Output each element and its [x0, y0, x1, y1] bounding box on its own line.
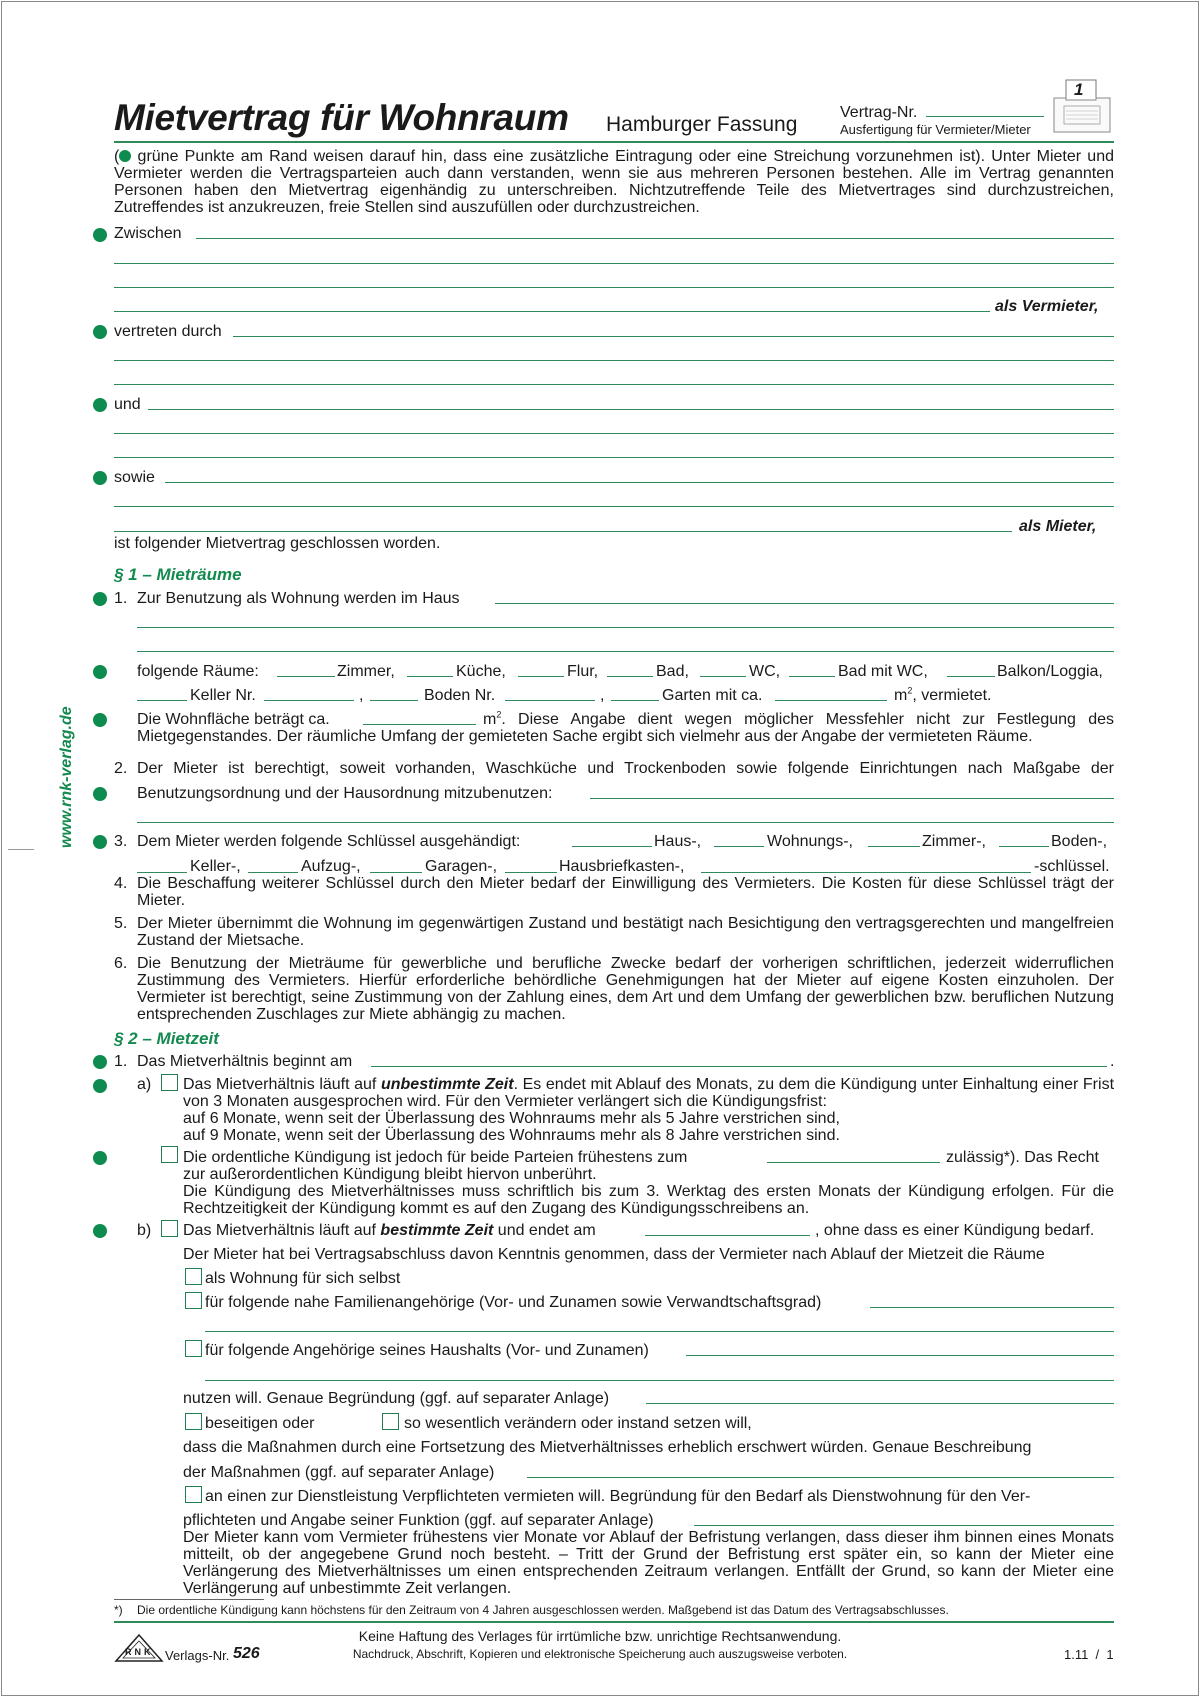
other-key-field[interactable] [701, 872, 1031, 873]
flat-key-label: Wohnungs-, [767, 833, 853, 850]
facilities-field-2[interactable] [137, 822, 1114, 823]
balcony-unit: Balkon/Loggia, [997, 663, 1103, 680]
garden-area-field[interactable] [775, 700, 887, 701]
house-field-2[interactable] [137, 627, 1114, 628]
hall-unit: Flur, [567, 663, 599, 680]
item-number: 3. [114, 833, 128, 850]
attic-count-field[interactable] [370, 700, 418, 701]
notice-form-text: Die Kündigung des Mietverhältnisses muss schriftlich bis zum 3. Werktag des ersten Monats der Kündigung erfolgen. Für die Rechtzeitigkeit der Kündigung kommt es auf den Zugang des Kündigungsschreibens an. [183, 1183, 1114, 1217]
living-area-label: Die Wohnfläche beträgt ca. [137, 711, 330, 728]
publisher-number-label: Verlags-Nr. [165, 1648, 230, 1663]
service-tenant-label: an einen zur Dienstleistung Verpflichteten vermieten will. Begründung für den Bedarf als Dienstwohnung für den Ver- [205, 1488, 1031, 1505]
header-rule [114, 141, 1114, 143]
contract-number-label: Vertrag-Nr. [840, 104, 918, 121]
marker-dot [93, 1055, 107, 1069]
remove-label: beseitigen oder [205, 1415, 315, 1432]
measures-description-field[interactable] [527, 1477, 1114, 1478]
household-names-field-1[interactable] [686, 1355, 1114, 1356]
marker-dot [93, 1224, 107, 1238]
item-number: 1. [114, 1053, 128, 1070]
unlimited-term-text: Das Mietverhältnis läuft auf unbestimmte Zeit. Es endet mit Ablauf des Monats, zu dem die Kündigung unter Einhaltung einer Frist von 3 Monaten ausgesprochen wird. Für den Vermieter verlängert sich die Kündigungsfrist: [183, 1076, 1115, 1110]
own-use-label: als Wohnung für sich selbst [205, 1270, 401, 1287]
notice-exclusion-date-field[interactable] [767, 1162, 940, 1163]
comma: , [600, 687, 605, 704]
facilities-field-1[interactable] [590, 798, 1114, 799]
household-use-label: für folgende Angehörige seines Haushalts (Vor- und Zunamen) [205, 1342, 649, 1359]
tenant-field-5[interactable] [114, 506, 1114, 507]
green-dot-icon [119, 150, 131, 162]
kitchen-count-field[interactable] [407, 676, 453, 677]
fixed-term-end-text: , ohne dass es einer Kündigung bedarf. [815, 1222, 1095, 1239]
living-area-note-2: Mietgegenstandes. Der räumliche Umfang der gemieteten Sache ergibt sich vielmehr aus der Angabe der vermieteten Räume. [137, 728, 1033, 745]
fixed-term-end-field[interactable] [645, 1235, 810, 1236]
item-number: 1. [114, 590, 128, 607]
as-tenant-label: als Mieter, [1019, 518, 1097, 535]
use-reason-field[interactable] [646, 1403, 1114, 1404]
concluded-text: ist folgender Mietvertrag geschlossen worden. [114, 535, 441, 552]
attic-key-label: Boden-, [1051, 833, 1108, 850]
item-number: 2. [114, 760, 128, 777]
marker-dot [93, 398, 107, 412]
wc-count-field[interactable] [700, 676, 746, 677]
attic-no-label: Boden Nr. [424, 687, 496, 704]
marker-dot [93, 228, 107, 242]
tenant-field-6[interactable] [114, 531, 1012, 532]
modify-label: so wesentlich verändern oder instand setzen will, [404, 1415, 752, 1432]
option-a-label: a) [137, 1076, 152, 1093]
landlord-field-2[interactable] [114, 263, 1114, 264]
page-number: 1.11 / 1 [1064, 1647, 1114, 1662]
living-area-note: $m^2$. Diese Angabe dient wegen möglicher Messfehler nicht zur Festlegung des [483, 709, 1114, 728]
wc-unit: WC, [749, 663, 781, 680]
condition-text: Der Mieter übernimmt die Wohnung im gegenwärtigen Zustand und bestätigt nach Besichtigung den vertragsgerechten und mangelfreien Zustand der Mietsache. [137, 915, 1114, 949]
keys-text: Dem Mieter werden folgende Schlüssel ausgehändigt: [137, 833, 521, 850]
notice-9-months: auf 9 Monate, wenn seit der Überlassung des Wohnraums mehr als 8 Jahre verstrichen sind. [183, 1127, 840, 1144]
family-names-field-1[interactable] [870, 1307, 1114, 1308]
fixed-term-reason-intro: Der Mieter hat bei Vertragsabschluss davon Kenntnis genommen, dass der Vermieter nach Ablauf der Mietzeit die Räume [183, 1246, 1045, 1263]
unlimited-term-checkbox[interactable] [161, 1074, 178, 1091]
key-suffix: -schlüssel. [1034, 858, 1110, 875]
modify-checkbox[interactable] [382, 1413, 399, 1430]
facilities-text-2: Benutzungsordnung und der Hausordnung mitzubenutzen: [137, 785, 553, 802]
item-number: 5. [114, 915, 128, 932]
fixed-term-checkbox[interactable] [161, 1220, 178, 1237]
form-title: Mietvertrag für Wohnraum [114, 97, 569, 138]
form-subtitle: Hamburger Fassung [606, 113, 798, 136]
section-2-heading: § 2 – Mietzeit [114, 1029, 219, 1048]
represented-by-label: vertreten durch [114, 323, 222, 340]
mailbox-key-label: Hausbriefkasten-, [559, 858, 685, 875]
rooms-unit: Zimmer, [337, 663, 395, 680]
copy-number: 1 [1074, 80, 1084, 99]
representative-field-3[interactable] [114, 384, 1114, 385]
comma: , [359, 687, 364, 704]
tenancy-start-field[interactable] [371, 1066, 1107, 1067]
service-tenant-label-2: pflichteten und Angabe seiner Funktion (ggf. auf separater Anlage) [183, 1512, 654, 1529]
notice-exclusion-text: Die ordentliche Kündigung ist jedoch für beide Parteien frühestens zum [183, 1149, 688, 1166]
between-label: Zwischen [114, 225, 182, 242]
cellar-no-field[interactable] [264, 700, 354, 701]
marker-dot [93, 835, 107, 849]
notice-exclusion-allowed: zulässig*). Das Recht [946, 1149, 1099, 1166]
mailbox-key-field[interactable] [505, 872, 557, 873]
house-text: Zur Benutzung als Wohnung werden im Haus [137, 590, 460, 607]
house-key-label: Haus-, [654, 833, 702, 850]
family-use-checkbox[interactable] [185, 1292, 202, 1309]
representative-field-1[interactable] [233, 336, 1114, 337]
contract-number-field[interactable] [926, 116, 1044, 117]
rooms-label: folgende Räume: [137, 663, 259, 680]
garden-count-field[interactable] [611, 700, 659, 701]
landlord-field-1[interactable] [196, 238, 1114, 239]
room-key-field[interactable] [868, 846, 920, 847]
family-use-label: für folgende nahe Familienangehörige (Vor- und Zunamen sowie Verwandtschaftsgrad) [205, 1294, 822, 1311]
marker-dot [93, 665, 107, 679]
living-area-field[interactable] [363, 724, 476, 725]
as-landlord-label: als Vermieter, [995, 298, 1099, 315]
service-tenant-field[interactable] [694, 1525, 1114, 1526]
marker-dot [93, 471, 107, 485]
copyright-notice: Nachdruck, Abschrift, Kopieren und elektronische Speicherung auch auszugsweise verboten. [352, 1647, 848, 1661]
kitchen-unit: Küche, [456, 663, 506, 680]
option-b-label: b) [137, 1222, 152, 1239]
copy-label: Ausfertigung für Vermieter/Mieter [840, 122, 1031, 137]
attic-key-field[interactable] [999, 846, 1049, 847]
hall-count-field[interactable] [518, 676, 564, 677]
extra-keys-text: Die Beschaffung weiterer Schlüssel durch den Mieter bedarf der Einwilligung des Vermieters. Die Kosten für diese Schlüssel trägt der Mieter. [137, 875, 1114, 909]
garage-key-label: Garagen-, [425, 858, 498, 875]
tenant-field-2[interactable] [114, 433, 1114, 434]
and-label: und [114, 396, 141, 413]
own-use-checkbox[interactable] [185, 1268, 202, 1285]
room-key-label: Zimmer-, [922, 833, 986, 850]
tenant-field-1[interactable] [148, 409, 1114, 410]
footnote-mark: *) [114, 1603, 123, 1617]
tenancy-start-label: Das Mietverhältnis beginnt am [137, 1053, 353, 1070]
use-reason-label: nutzen will. Genaue Begründung (ggf. auf separater Anlage) [183, 1390, 610, 1407]
flat-key-field[interactable] [714, 846, 764, 847]
bath-wc-unit: Bad mit WC, [838, 663, 928, 680]
marker-dot [93, 1079, 107, 1093]
attic-no-field[interactable] [505, 700, 595, 701]
marker-dot [93, 1151, 107, 1165]
cellar-no-label: Keller Nr. [190, 687, 256, 704]
garden-area-unit: $m^2$, vermietet. [894, 685, 992, 704]
liability-notice: Keine Haftung des Verlages für irrtümliche bzw. unrichtige Rechtsanwendung. [358, 1628, 842, 1644]
service-tenant-checkbox[interactable] [185, 1486, 202, 1503]
side-url: www.rnk-verlag.de [58, 706, 75, 848]
commercial-use-text: Die Benutzung der Mieträume für gewerbliche und berufliche Zwecke bedarf der vorherigen schriftlichen, jederzeit widerruflichen Zustimmung des Vermieters. Hierfür erforderliche behördliche Genehmigungen hat der Mieter auf eigene Kosten einzuholen. Der Vermieter ist berechtigt, seine Zustimmung von der Zahlung eines, dem Art und dem Umfang der gewerblichen bzw. beruflichen Nutzung entsprechenden Zuschlages zur Miete abhängig zu machen. [137, 955, 1114, 1023]
measures-text: dass die Maßnahmen durch eine Fortsetzung des Mietverhältnisses erheblich erschwert würden. Genaue Beschreibung [183, 1439, 1032, 1456]
household-use-checkbox[interactable] [185, 1340, 202, 1357]
tenant-field-4[interactable] [165, 482, 1114, 483]
fixed-term-text: Das Mietverhältnis läuft auf bestimmte Zeit und endet am [183, 1222, 596, 1239]
balcony-count-field[interactable] [947, 676, 995, 677]
house-key-field[interactable] [572, 846, 652, 847]
section-1-heading: § 1 – Mieträume [114, 565, 242, 584]
family-names-field-2[interactable] [205, 1331, 1114, 1332]
item-number: 6. [114, 955, 128, 972]
garage-key-field[interactable] [370, 872, 422, 873]
landlord-field-4[interactable] [114, 311, 990, 312]
footnote-text: Die ordentliche Kündigung kann höchstens für den Zeitraum von 4 Jahren ausgeschlossen werden. Maßgebend ist das Datum des Vertragsabschlusses. [137, 1603, 949, 1617]
notice-exclusion-checkbox[interactable] [161, 1146, 178, 1163]
bath-unit: Bad, [656, 663, 689, 680]
fold-mark [8, 849, 34, 850]
bath-wc-count-field[interactable] [789, 676, 835, 677]
intro-text: ( grüne Punkte am Rand weisen darauf hin, dass eine zusätzliche Eintragung oder eine Streichung vorzunehmen ist). Unter Mieter und Vermieter werden die Vertragsparteien auch dann verstanden, wenn sie aus mehreren Personen bestehen. Alle im Vertrag genannten Personen haben den Mietvertrag eigenhändig zu unterschreiben. Nichtzutreffende Teile des Mietvertrages sind durchzustreichen, Zutreffendes ist anzukreuzen, freie Stellen sind auszufüllen oder durchzustreichen. [114, 148, 1114, 216]
footnote-rule [114, 1599, 264, 1600]
marker-dot [93, 592, 107, 606]
facilities-text: Der Mieter ist berechtigt, soweit vorhanden, Waschküche und Trockenboden sowie folgende Einrichtungen nach Maßgabe der [137, 760, 1114, 777]
representative-field-2[interactable] [114, 360, 1114, 361]
notice-6-months: auf 6 Monate, wenn seit der Überlassung des Wohnraums mehr als 5 Jahre verstrichen sind, [183, 1110, 840, 1127]
as-well-as-label: sowie [114, 469, 155, 486]
tenant-field-3[interactable] [114, 457, 1114, 458]
period: . [1110, 1053, 1115, 1070]
item-number: 4. [114, 875, 128, 892]
lift-key-field[interactable] [248, 872, 298, 873]
house-field-1[interactable] [495, 603, 1114, 604]
cellar-count-field[interactable] [137, 700, 187, 701]
house-field-3[interactable] [137, 651, 1114, 652]
marker-dot [93, 787, 107, 801]
marker-dot [93, 713, 107, 727]
remove-checkbox[interactable] [185, 1413, 202, 1430]
garden-label: Garten mit ca. [662, 687, 763, 704]
cellar-key-label: Keller-, [190, 858, 241, 875]
footer-rule [114, 1621, 1114, 1623]
lift-key-label: Aufzug-, [301, 858, 361, 875]
cellar-key-field[interactable] [137, 872, 187, 873]
fixed-term-final-text: Der Mieter kann vom Vermieter frühestens vier Monate vor Ablauf der Befristung verlangen, dass dieser ihm binnen eines Monats mitteilt, ob der angegebene Grund noch besteht. – Tritt der Grund der Befristung erst später ein, so kann der Mieter eine Verlängerung des Mietverhältnisses um einen entsprechenden Zeitraum verlangen. Entfällt der Grund, so kann der Mieter eine Verlängerung auf unbestimmte Zeit verlangen. [183, 1529, 1114, 1597]
publisher-logo-text: RNK [125, 1647, 154, 1657]
rooms-count-field[interactable] [277, 676, 335, 677]
household-names-field-2[interactable] [205, 1380, 1114, 1381]
landlord-field-3[interactable] [114, 287, 1114, 288]
publisher-number: 526 [233, 1645, 260, 1662]
bath-count-field[interactable] [607, 676, 653, 677]
measures-description-label: der Maßnahmen (ggf. auf separater Anlage) [183, 1464, 495, 1481]
marker-dot [93, 325, 107, 339]
extraordinary-notice-text: zur außerordentlichen Kündigung bleibt hiervon unberührt. [183, 1166, 597, 1183]
